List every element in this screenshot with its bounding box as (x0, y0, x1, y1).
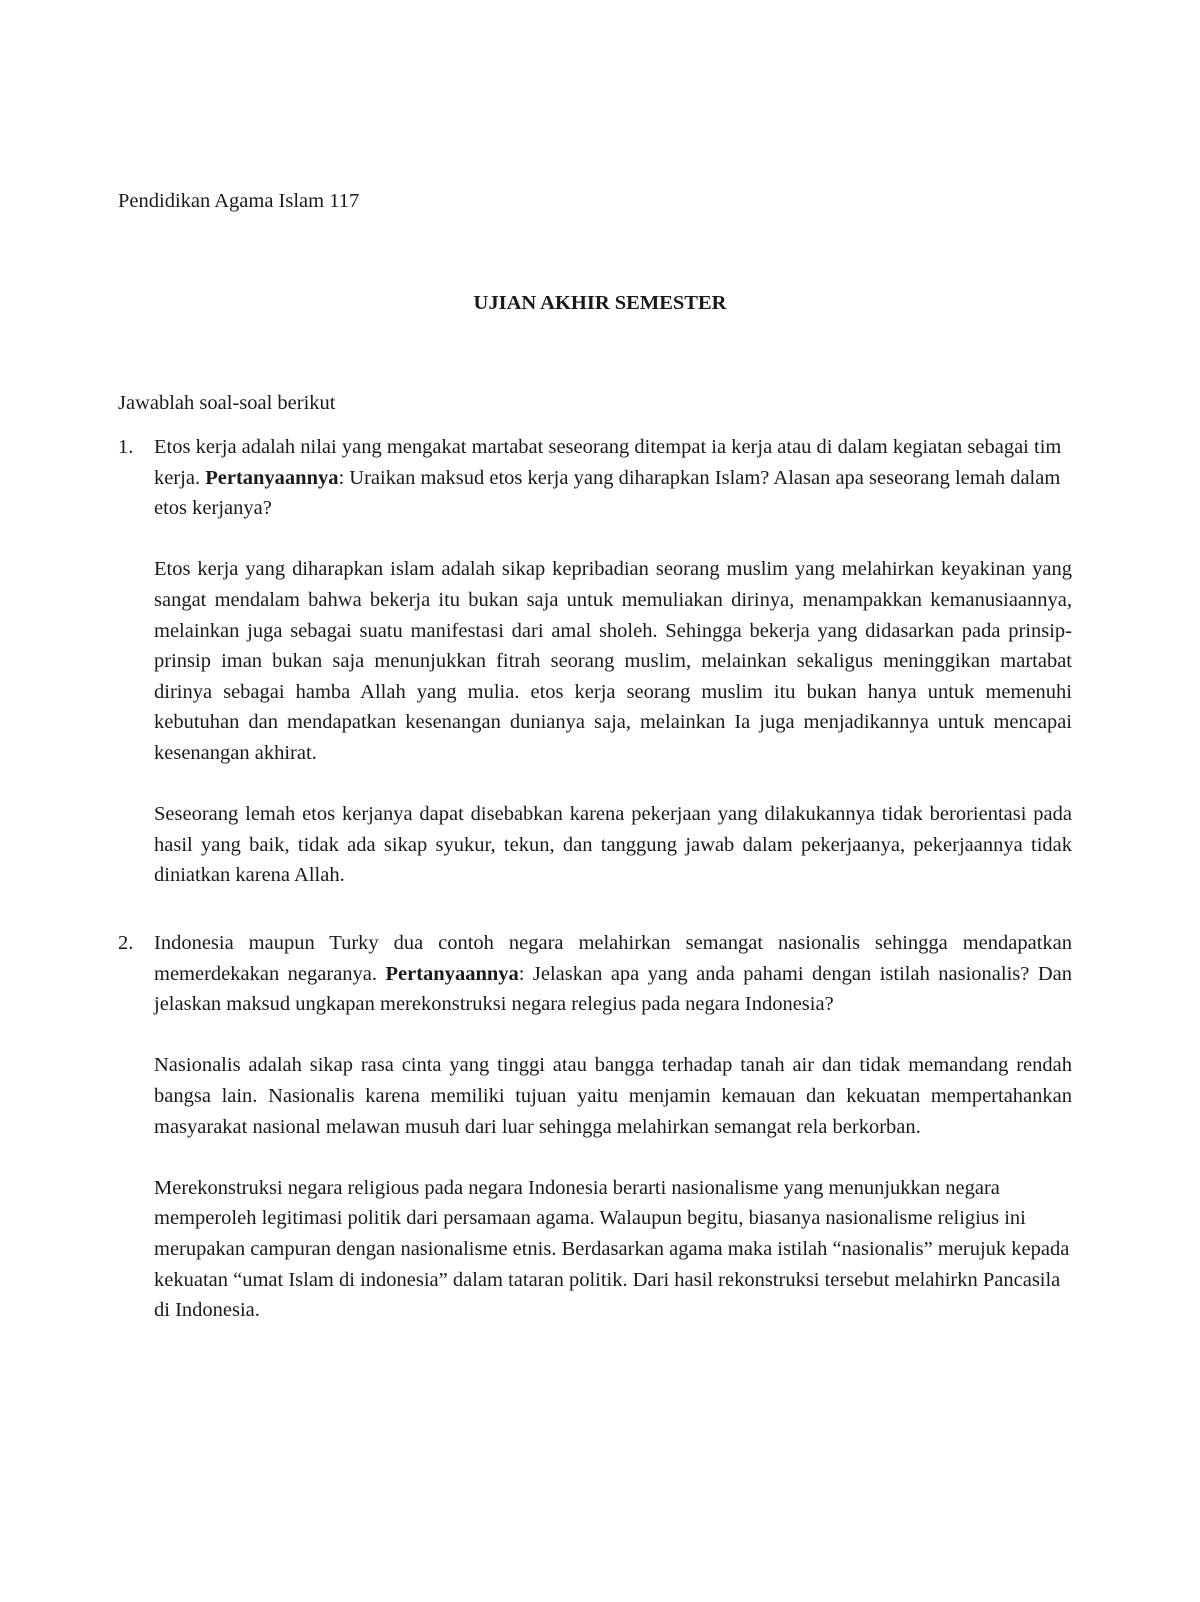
answer-2-paragraph-2: Merekonstruksi negara religious pada negara Indonesia berarti nasionalisme yang menunjukkan negara memperoleh legitimasi politik dari persamaan agama. Walaupun begitu, biasanya nasionalisme religius ini merupakan campuran dengan nasionalisme etnis. Berdasarkan agama maka istilah “nasionalis” merujuk kepada kekuatan “umat Islam di indonesia” dalam tataran politik. Dari hasil rekonstruksi tersebut melahirkn Pancasila di Indonesia. (154, 1176, 1070, 1322)
course-name: Pendidikan Agama Islam 117 (118, 190, 360, 212)
question-number-2: 2. (118, 932, 134, 954)
question-text-1 (154, 432, 1072, 524)
question-block-2 (118, 928, 1072, 1326)
question-1-before: Etos kerja adalah nilai yang mengakat martabat seseorang ditempat ia kerja atau di dalam kegiatan sebagai tim kerja. (154, 436, 1062, 489)
answer-1-paragraph-1: Etos kerja yang diharapkan islam adalah sikap kepribadian seorang muslim yang melahirkan keyakinan yang sangat mendalam bahwa bekerja itu bukan saja untuk memuliakan dirinya, menampakkan kemanusiaannya, melainkan juga sebagai suatu manifestasi dari amal sholeh. Sehingga bekerja yang didasarkan pada prinsip-prinsip iman bukan saja menunjukkan fitrah seorang muslim, melainkan sekaligus meninggikan martabat dirinya sebagai hamba Allah yang mulia. etos kerja seorang muslim itu bukan hanya untuk memenuhi kebutuhan dan mendapatkan kesenangan dunianya saja, melainkan Ia juga menjadikannya untuk mencapai kesenangan akhirat. (154, 558, 1072, 764)
question-2-label: Pertanyaannya (385, 962, 519, 985)
answer-2-paragraph-1: Nasionalis adalah sikap rasa cinta yang tinggi atau bangga terhadap tanah air dan tidak memandang rendah bangsa lain. Nasionalis karena memiliki tujuan yaitu menjamin kemauan dan kekuatan mempertahankan masyarakat nasional melawan musuh dari luar sehingga melahirkan semangat rela berkorban. (154, 1054, 1072, 1138)
question-text-2 (154, 928, 1072, 1020)
answer-1-paragraph-2: Seseorang lemah etos kerjanya dapat disebabkan karena pekerjaan yang dilakukannya tidak berorientasi pada hasil yang baik, tidak ada sikap syukur, tekun, dan tanggung jawab dalam pekerjaanya, pekerjaannya tidak diniatkan karena Allah. (154, 803, 1072, 887)
exam-title: UJIAN AKHIR SEMESTER (473, 292, 727, 314)
question-2-before: Indonesia maupun Turky dua contoh negara melahirkan semangat nasionalis sehingga mendapatkan memerdekakan negaranya. (154, 932, 1072, 985)
question-number-1: 1. (118, 436, 134, 458)
question-1-after: : Uraikan maksud etos kerja yang diharapkan Islam? Alasan apa seseorang lemah dalam etos kerjanya? (154, 466, 1061, 520)
question-block-1 (118, 432, 1072, 891)
question-1-label: Pertanyaannya (205, 466, 339, 489)
question-2-after: : Jelaskan apa yang anda pahami dengan istilah nasionalis? Dan jelaskan maksud ungkapan merekonstruksi negara relegius pada negara Indonesia? (154, 962, 1072, 1016)
instruction-text: Jawablah soal-soal berikut (118, 392, 336, 414)
